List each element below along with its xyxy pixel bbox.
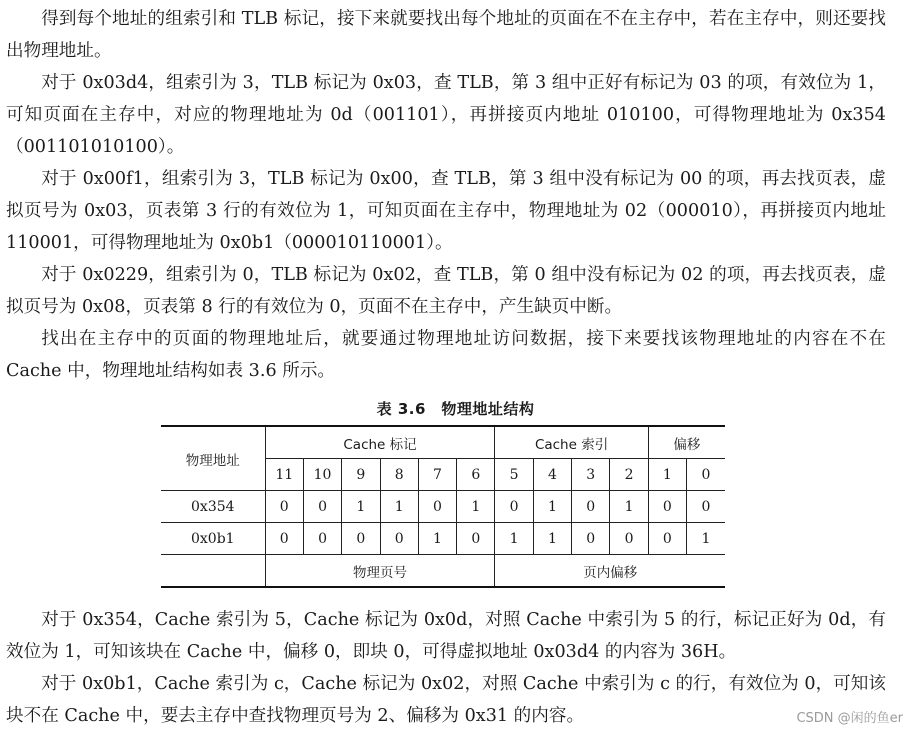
bit-number: 9: [342, 459, 380, 491]
bit-value: 1: [418, 523, 456, 555]
row-label: 0x0b1: [161, 523, 265, 555]
bit-value: 0: [303, 491, 341, 523]
paragraph-0x03d4: 对于 0x03d4，组索引为 3，TLB 标记为 0x03，查 TLB，第 3 组中正好有标记为 03 的项，有效位为 1，可知页面在主存中，对应的物理地址为 0d（001101），再拼接页内地址 010100，可得物理地址为 0x354（001101010100）。: [6, 73, 886, 157]
bit-number: 0: [687, 459, 725, 491]
group-header-cache-tag: Cache 标记: [265, 426, 495, 459]
bit-value: 0: [572, 523, 610, 555]
bit-value: 0: [648, 523, 686, 555]
bit-value: 0: [495, 491, 533, 523]
bit-value: 1: [533, 523, 571, 555]
bit-number: 11: [265, 459, 303, 491]
table-row: [161, 491, 725, 523]
bit-value: 1: [495, 523, 533, 555]
paragraph-0x00f1: 对于 0x00f1，组索引为 3，TLB 标记为 0x00，查 TLB，第 3 组中没有标记为 00 的项，再去找页表，虚拟页号为 0x03，页表第 3 行的有效位为 1，可知页面在主存中，物理地址为 02（000010），再拼接页内地址 110001，可得物理地址为 0x0b1（000010110001）。: [6, 169, 886, 253]
bit-value: 0: [610, 523, 648, 555]
bit-value: 0: [572, 491, 610, 523]
watermark: CSDN @闲的鱼er: [796, 711, 903, 726]
bit-value: 0: [380, 523, 418, 555]
bit-value: 0: [265, 491, 303, 523]
bit-number: 7: [418, 459, 456, 491]
bit-number: 6: [457, 459, 495, 491]
col-header-physical-address: 物理地址: [161, 426, 265, 491]
paragraph-cache-lookup: 找出在主存中的页面的物理地址后，就要通过物理地址访问数据，接下来要找该物理地址的内容在不在 Cache 中，物理地址结构如表 3.6 所示。: [6, 329, 886, 381]
bit-number: 4: [533, 459, 571, 491]
table-caption: 表 3.6 物理地址结构: [376, 400, 535, 418]
bit-value: 1: [380, 491, 418, 523]
bit-number: 8: [380, 459, 418, 491]
bit-number: 2: [610, 459, 648, 491]
paragraph-0x354-cache: 对于 0x354，Cache 索引为 5，Cache 标记为 0x0d，对照 Cache 中索引为 5 的行，标记正好为 0d，有效位为 1，可知该块在 Cache 中，偏移 0，即块 0，可得虚拟地址 0x03d4 的内容为 36H。: [6, 610, 886, 662]
bit-value: 1: [687, 523, 725, 555]
table-header-row: [161, 426, 725, 459]
footer-blank-cell: [161, 555, 265, 588]
bit-value: 0: [303, 523, 341, 555]
bit-value: 0: [648, 491, 686, 523]
bit-number: 5: [495, 459, 533, 491]
footer-physical-page-number: 物理页号: [265, 555, 495, 588]
group-header-offset: 偏移: [648, 426, 725, 459]
footer-page-offset: 页内偏移: [495, 555, 725, 588]
bit-value: 0: [457, 523, 495, 555]
bit-value: 1: [342, 491, 380, 523]
table-footer-row: [161, 555, 725, 588]
bit-value: 0: [265, 523, 303, 555]
table-row: [161, 523, 725, 555]
physical-address-table: [161, 425, 725, 588]
bit-value: 1: [457, 491, 495, 523]
bit-number: 1: [648, 459, 686, 491]
group-header-cache-index: Cache 索引: [495, 426, 648, 459]
bit-value: 0: [418, 491, 456, 523]
bit-value: 1: [533, 491, 571, 523]
paragraph-0x0229: 对于 0x0229，组索引为 0，TLB 标记为 0x02，查 TLB，第 0 组中没有标记为 02 的项，再去找页表，虚拟页号为 0x08，页表第 8 行的有效位为 0，页面不在主存中，产生缺页中断。: [6, 265, 886, 317]
paragraph-0x0b1-cache: 对于 0x0b1，Cache 索引为 c，Cache 标记为 0x02，对照 Cache 中索引为 c 的行，有效位为 0，可知该块不在 Cache 中，要去主存中查找物理页号为 2、偏移为 0x31 的内容。: [6, 674, 886, 726]
bit-value: 0: [342, 523, 380, 555]
paragraph-intro: 得到每个地址的组索引和 TLB 标记，接下来就要找出每个地址的页面在不在主存中，若在主存中，则还要找出物理地址。: [6, 9, 886, 61]
bit-value: 0: [687, 491, 725, 523]
bit-value: 1: [610, 491, 648, 523]
row-label: 0x354: [161, 491, 265, 523]
bit-number: 10: [303, 459, 341, 491]
bit-number: 3: [572, 459, 610, 491]
